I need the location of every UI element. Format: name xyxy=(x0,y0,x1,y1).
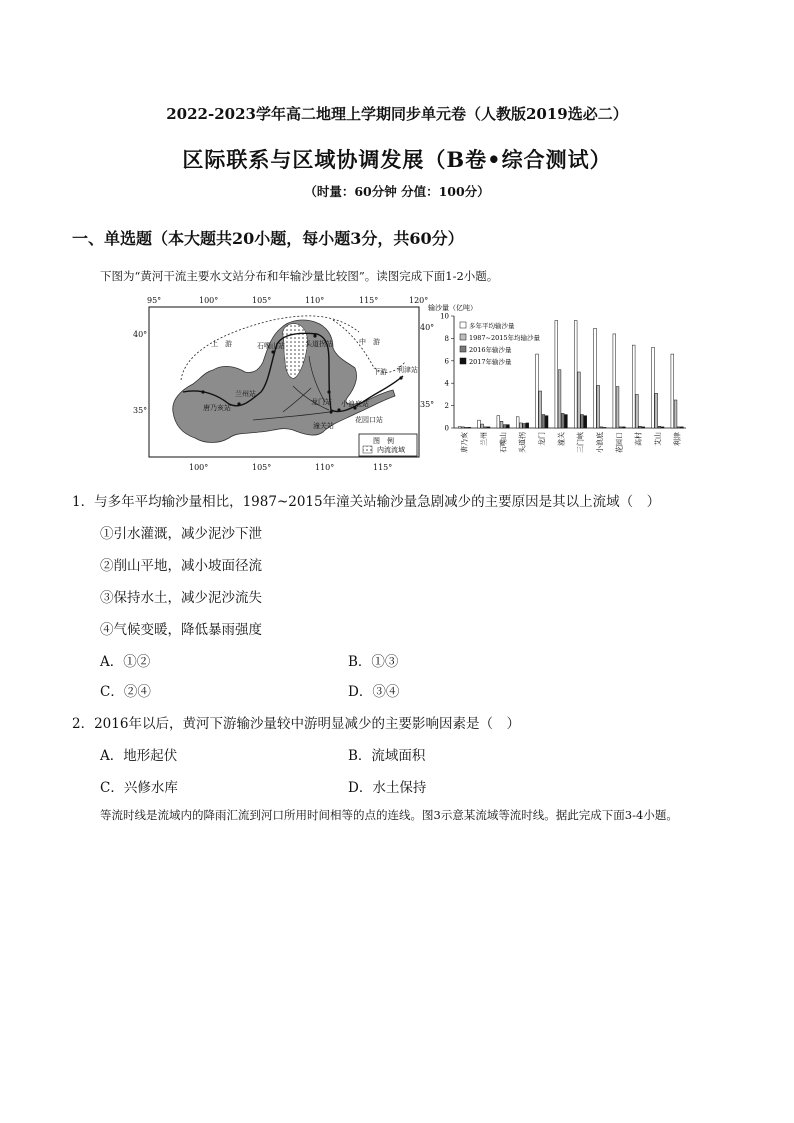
bar-9-0 xyxy=(632,345,635,428)
lon-bottom-105: 105° xyxy=(252,463,272,472)
bar-2-2 xyxy=(503,425,506,428)
bar-8-2 xyxy=(619,427,622,428)
y-tick-label-6: 6 xyxy=(444,357,449,366)
bar-0-0 xyxy=(458,427,461,428)
lon-top-105: 105° xyxy=(252,296,272,305)
legend-label-1: 1987~2015年均输沙量 xyxy=(469,334,541,342)
bar-6-0 xyxy=(574,320,577,428)
x-category-label: 艾山 xyxy=(654,432,662,446)
legend-label-3: 2017年输沙量 xyxy=(469,358,512,366)
question-group-intro-2: 等流时线是流域内的降雨汇流到河口所用时间相等的点的连线。图3示意某流域等流时线。据此完成下面3-4小题。 xyxy=(100,808,678,822)
x-category-label: 龙门 xyxy=(538,432,546,446)
x-category-label: 潼关 xyxy=(557,432,566,446)
bar-10-2 xyxy=(658,426,661,428)
y-tick-label-0: 0 xyxy=(444,424,449,433)
q1-option-c[interactable]: C．②④ xyxy=(100,684,151,700)
bar-6-2 xyxy=(581,415,584,428)
bar-4-1 xyxy=(539,391,542,428)
station-tangnaihai: 唐乃亥站 xyxy=(203,404,231,412)
bar-10-3 xyxy=(661,427,664,428)
q1-option-b[interactable]: B．①③ xyxy=(348,654,399,670)
bar-7-2 xyxy=(600,427,603,428)
exam-series-title: 2022-2023学年高二地理上学期同步单元卷（人教版2019选必二） xyxy=(166,105,628,123)
bar-10-1 xyxy=(655,393,658,428)
question-2-stem: 2．2016年以后，黄河下游输沙量较中游明显减少的主要影响因素是（ ） xyxy=(72,716,520,732)
bar-5-1 xyxy=(558,370,561,428)
lon-top-120: 120° xyxy=(409,296,429,305)
bar-1-2 xyxy=(484,427,487,428)
exam-title: 区际联系与区域协调发展（B卷•综合测试） xyxy=(182,147,612,172)
lon-bottom-115: 115° xyxy=(373,463,393,472)
lat-left-40: 40° xyxy=(133,330,148,339)
x-category-label: 头道拐 xyxy=(518,432,527,453)
bar-9-3 xyxy=(642,427,645,428)
station-toudaoguai: 头道拐站 xyxy=(305,340,333,348)
lat-left-35: 35° xyxy=(133,406,148,415)
question-group-intro: 下图为“黄河干流主要水文站分布和年输沙量比较图”。读图完成下面1-2小题。 xyxy=(100,269,499,283)
station-huayuankou: 花园口站 xyxy=(355,416,383,424)
legend-swatch-3 xyxy=(460,358,466,364)
station-longmen: 龙门站 xyxy=(311,398,332,406)
bar-0-1 xyxy=(461,427,464,428)
legend-swatch-1 xyxy=(460,334,466,340)
bar-4-2 xyxy=(542,415,545,428)
station-lijin: 利津站 xyxy=(397,366,418,374)
bar-1-0 xyxy=(478,420,481,428)
yellow-river-map xyxy=(133,292,435,472)
bar-3-1 xyxy=(519,423,522,428)
section-heading: 一、单选题（本大题共20小题，每小题3分，共60分） xyxy=(72,229,464,248)
bar-0-3 xyxy=(468,427,471,428)
q2-option-d[interactable]: D．水土保持 xyxy=(348,780,427,796)
q1-statement-2: ②削山平地，减小坡面径流 xyxy=(100,558,262,574)
lon-top-110: 110° xyxy=(305,296,325,305)
legend-inland-basin: 内流流域 xyxy=(377,446,405,454)
legend-title: 图 例 xyxy=(373,437,394,445)
bar-2-1 xyxy=(500,421,503,428)
y-tick-label-10: 10 xyxy=(440,312,449,321)
bar-3-0 xyxy=(516,417,519,428)
station-tongguan: 潼关站 xyxy=(313,422,334,430)
bar-6-1 xyxy=(577,372,580,428)
bar-7-0 xyxy=(594,328,597,428)
q1-statement-1: ①引水灌溉，减少泥沙下泄 xyxy=(100,526,262,542)
station-shizuishan: 石嘴山站 xyxy=(257,342,285,350)
lon-top-115: 115° xyxy=(359,296,379,305)
lon-top-100: 100° xyxy=(199,296,219,305)
lon-top-95: 95° xyxy=(147,296,162,305)
bar-10-0 xyxy=(652,347,655,428)
x-category-label: 石嘴山 xyxy=(499,432,508,453)
y-tick-label-4: 4 xyxy=(444,379,449,388)
legend-label-0: 多年平均输沙量 xyxy=(469,322,515,330)
x-category-label: 利津 xyxy=(673,432,682,446)
q1-option-d[interactable]: D．③④ xyxy=(348,684,400,700)
bar-6-3 xyxy=(584,416,587,428)
bar-8-1 xyxy=(616,387,619,428)
bar-4-3 xyxy=(545,416,548,428)
question-1-stem: 1．与多年平均输沙量相比，1987~2015年潼关站输沙量急剧减少的主要原因是其以上流域（ ） xyxy=(72,494,661,510)
bar-7-1 xyxy=(597,385,600,428)
label-upper-reach: 上 游 xyxy=(211,340,232,348)
bar-1-1 xyxy=(481,424,484,428)
x-category-label: 兰州 xyxy=(480,432,488,446)
y-tick-label-8: 8 xyxy=(444,334,449,343)
q1-statement-3: ③保持水土，减少泥沙流失 xyxy=(100,590,262,606)
station-xiaolangdi: 小浪底站 xyxy=(341,400,369,408)
bar-2-0 xyxy=(497,416,500,428)
label-middle-reach: 中 游 xyxy=(359,338,380,346)
bar-3-3 xyxy=(526,423,529,428)
label-lower-reach: 下游 xyxy=(373,368,387,376)
sediment-bar-chart xyxy=(424,300,690,465)
bar-11-3 xyxy=(681,427,684,428)
station-lanzhou: 兰州站 xyxy=(235,390,256,398)
q2-option-c[interactable]: C．兴修水库 xyxy=(100,780,178,796)
q1-option-a[interactable]: A．①② xyxy=(100,654,151,670)
legend-label-2: 2016年输沙量 xyxy=(469,346,512,354)
bar-5-3 xyxy=(565,415,568,428)
bar-2-3 xyxy=(507,425,510,428)
bar-4-0 xyxy=(536,354,539,428)
bar-9-2 xyxy=(639,426,642,428)
bar-11-2 xyxy=(677,427,680,428)
q2-option-a[interactable]: A．地形起伏 xyxy=(100,748,178,764)
x-category-label: 高村 xyxy=(634,432,643,446)
lon-bottom-100: 100° xyxy=(189,463,209,472)
bar-3-2 xyxy=(523,424,526,428)
q2-option-b[interactable]: B．流域面积 xyxy=(348,748,426,764)
legend-swatch-0 xyxy=(460,322,466,328)
bar-9-1 xyxy=(635,394,638,428)
lon-bottom-110: 110° xyxy=(315,463,335,472)
bar-0-2 xyxy=(465,427,468,428)
bar-8-0 xyxy=(613,334,616,428)
q1-statement-4: ④气候变暖，降低暴雨强度 xyxy=(100,622,262,638)
bar-5-0 xyxy=(555,320,558,428)
lat-right-40: 40° xyxy=(420,323,435,332)
bar-11-0 xyxy=(671,354,674,428)
bar-7-3 xyxy=(603,427,606,428)
chart-ylabel: 输沙量（亿吨） xyxy=(428,304,477,312)
bar-11-1 xyxy=(674,400,677,428)
lat-right-35: 35° xyxy=(420,400,435,409)
bar-8-3 xyxy=(623,427,626,428)
bar-5-2 xyxy=(561,413,564,428)
x-category-label: 小浪底 xyxy=(596,432,604,453)
x-category-label: 花园口 xyxy=(615,432,624,453)
exam-meta: （时量：60分钟 分值：100分） xyxy=(304,184,490,199)
y-tick-label-2: 2 xyxy=(444,402,449,411)
x-category-label: 唐乃亥 xyxy=(460,432,469,453)
x-category-label: 三门峡 xyxy=(576,432,585,453)
bar-1-3 xyxy=(487,427,490,428)
legend-swatch-2 xyxy=(460,346,466,352)
